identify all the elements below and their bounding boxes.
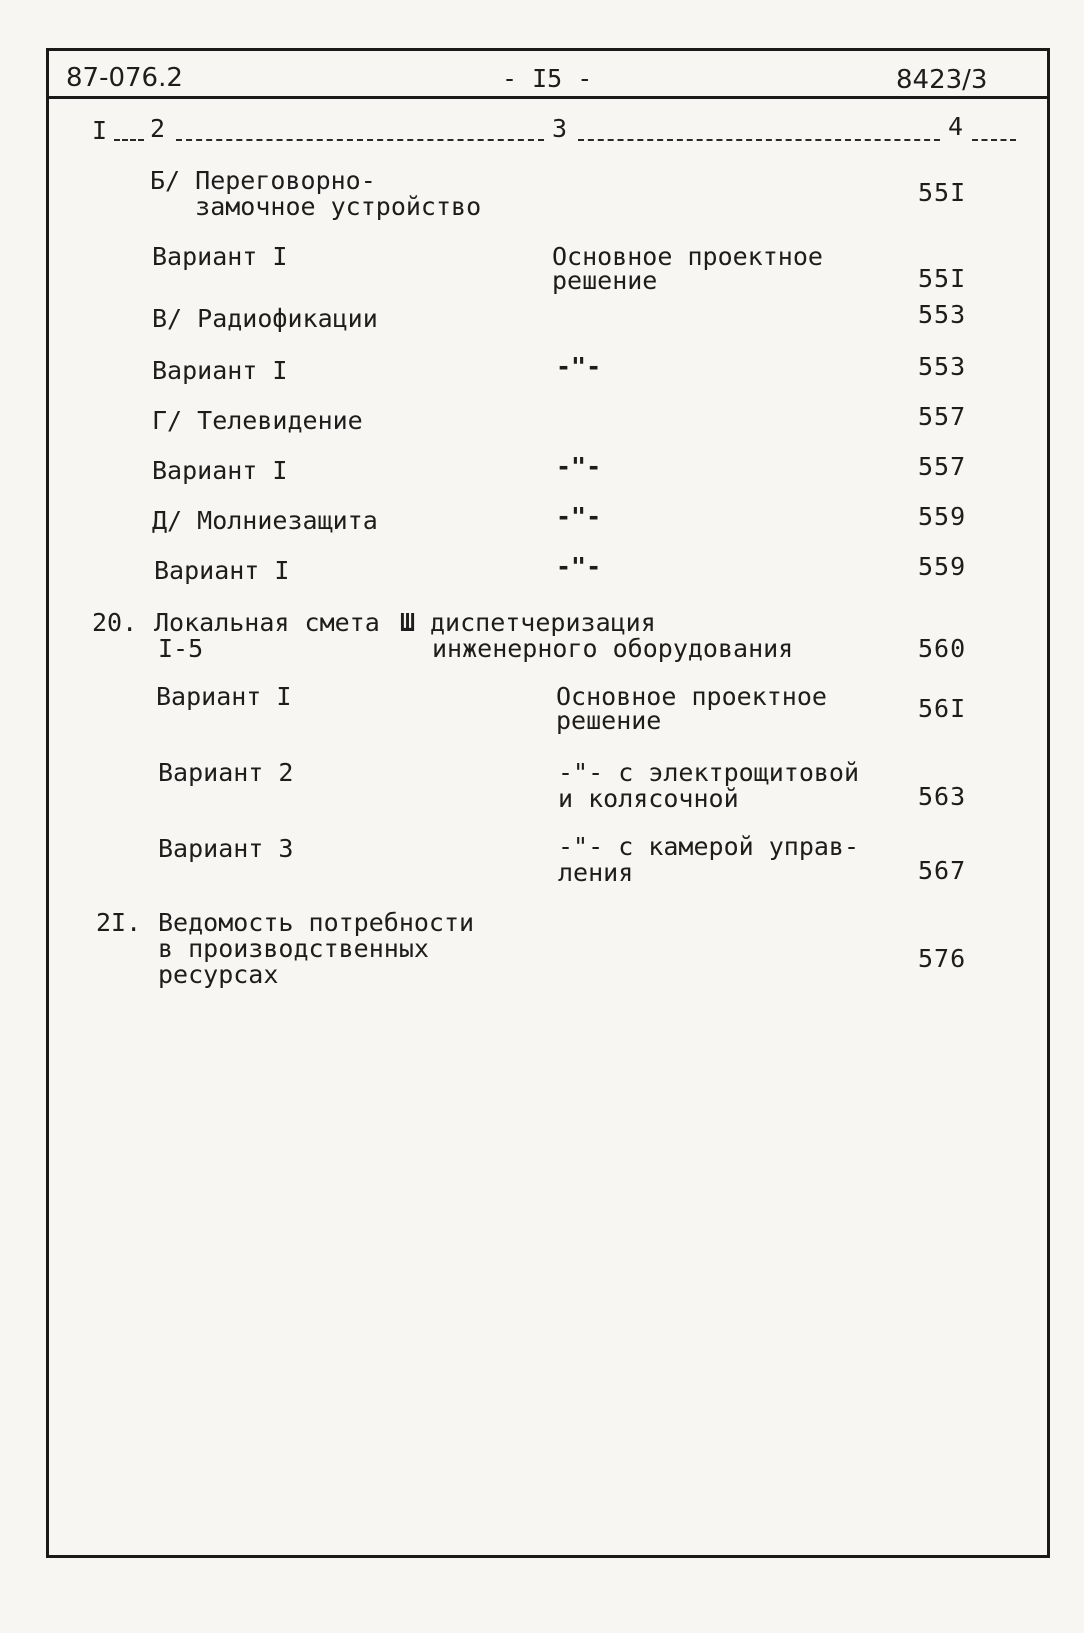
row-g-variant-page: 557 — [918, 452, 967, 481]
row-v-variant: Вариант I — [152, 356, 288, 385]
item-21-title-3: ресурсах — [158, 960, 279, 989]
column-number-1: I — [92, 116, 108, 145]
row-g-title: Г/ Телевидение — [152, 406, 363, 435]
row-d-title: Д/ Молниезащита — [152, 506, 378, 535]
column-dash-1 — [114, 139, 144, 141]
item-20-variant-2-desc-2: и колясочной — [558, 784, 739, 813]
ref-code: 8423/3 — [896, 65, 988, 95]
item-20-title-1: Локальная смета — [154, 608, 380, 637]
item-20-variant-3-desc-2: ления — [558, 858, 634, 887]
row-v-variant-ditto: -"- — [556, 352, 602, 381]
row-v-title: В/ Радиофикации — [152, 304, 378, 333]
item-20-desc-1: диспетчеризация — [430, 608, 656, 637]
row-b-variant-desc-1: Основное проектное — [552, 242, 823, 271]
column-dash-3 — [578, 139, 940, 141]
item-20-variant-2-page: 563 — [918, 782, 967, 811]
item-21-title-2: в производственных — [158, 934, 429, 963]
header-divider — [46, 96, 1050, 99]
row-b-title-2: замочное устройство — [150, 192, 482, 221]
row-b-variant-page: 55I — [918, 264, 967, 293]
item-20-variant-3-page: 567 — [918, 856, 967, 885]
item-20-variant-2-desc-1: -"- с электрощитовой — [558, 758, 860, 787]
item-20-variant-1-desc-1: Основное проектное — [556, 682, 827, 711]
row-v-page: 553 — [918, 300, 967, 329]
item-20-number: 20. — [92, 608, 138, 637]
column-dash-2 — [176, 139, 544, 141]
row-b-variant: Вариант I — [152, 242, 288, 271]
row-b-variant-desc-2: решение — [552, 266, 658, 295]
column-dash-4 — [972, 139, 1016, 141]
item-20-variant-1: Вариант I — [156, 682, 292, 711]
row-g-variant-ditto: -"- — [556, 452, 602, 481]
row-d-variant-page: 559 — [918, 552, 967, 581]
row-v-variant-page: 553 — [918, 352, 967, 381]
row-d-variant: Вариант I — [154, 556, 290, 585]
row-d-ditto: -"- — [556, 502, 602, 531]
row-b-page: 55I — [918, 178, 967, 207]
item-20-title-2: I-5 — [158, 634, 204, 663]
item-21-title-1: Ведомость потребности — [158, 908, 475, 937]
item-20-page: 560 — [918, 634, 967, 663]
item-20-variant-3-desc-1: -"- с камерой управ- — [558, 832, 860, 861]
row-d-page: 559 — [918, 502, 967, 531]
item-20-marker: Ш — [400, 608, 416, 637]
column-number-3: 3 — [552, 114, 568, 143]
item-20-desc-2: инженерного оборудования — [432, 634, 794, 663]
column-number-4: 4 — [948, 112, 964, 141]
column-number-2: 2 — [150, 114, 166, 143]
page-number: - I5 - — [502, 64, 593, 93]
row-d-variant-ditto: -"- — [556, 552, 602, 581]
doc-code: 87-076.2 — [66, 63, 183, 93]
item-20-variant-2: Вариант 2 — [158, 758, 294, 787]
page-frame — [46, 48, 1050, 1558]
item-21-number: 2I. — [96, 908, 142, 937]
row-b-title-1: Б/ Переговорно- — [150, 166, 376, 195]
item-21-page: 576 — [918, 944, 967, 973]
item-20-variant-3: Вариант 3 — [158, 834, 294, 863]
row-g-variant: Вариант I — [152, 456, 288, 485]
row-g-page: 557 — [918, 402, 967, 431]
item-20-variant-1-page: 56I — [918, 694, 967, 723]
item-20-variant-1-desc-2: решение — [556, 706, 662, 735]
